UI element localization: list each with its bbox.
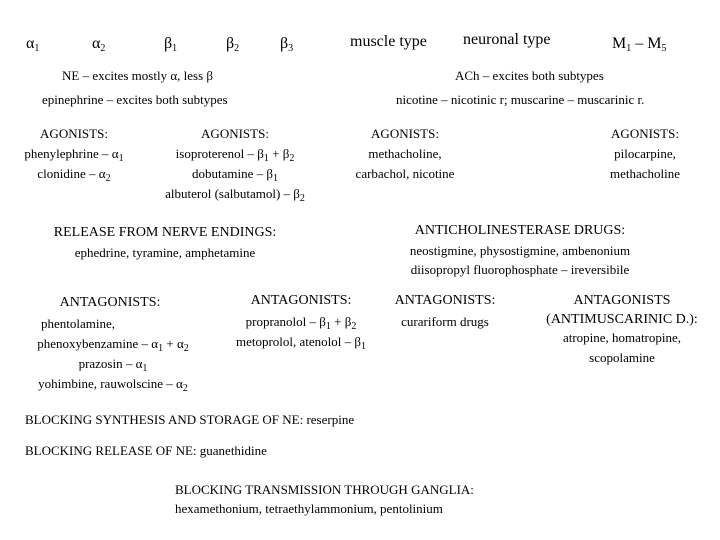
nicotinic-agonists-block: [330, 126, 480, 182]
release-block: [20, 224, 310, 261]
muscarinic-agonists-block: [580, 126, 710, 182]
blocking-release: BLOCKING RELEASE OF NE: guanethidine: [25, 443, 267, 458]
blocking-synthesis: BLOCKING SYNTHESIS AND STORAGE OF NE: reserpine: [25, 412, 355, 427]
beta-agonists-title: AGONISTS:: [201, 126, 269, 141]
anticholinesterase-block: [360, 222, 680, 278]
nicotinic-agonists-title: AGONISTS:: [371, 126, 439, 141]
nicotinic-agonist-line-1: methacholine,: [368, 146, 442, 161]
anticholinesterase-line-2: diisopropyl fluorophosphate – ireversibile: [410, 262, 630, 277]
beta-agonists-block: [150, 126, 320, 202]
beta-antagonist-line-1: propranolol – $\beta_1 + \beta_2$: [245, 314, 357, 332]
muscarinic-agonists-title: AGONISTS:: [611, 126, 679, 141]
alpha-antagonists-title: ANTAGONISTS:: [59, 295, 161, 310]
alpha1-header: $\alpha_1$: [26, 35, 40, 54]
muscarinic-antagonists-title: ANTAGONISTS: [573, 293, 671, 308]
alpha-antagonist-line-4: yohimbine, rauwolscine – $\alpha_2$: [38, 376, 188, 394]
ach-note: ACh – excites both subtypes: [455, 68, 604, 83]
alpha2-header: $\alpha_2$: [92, 35, 106, 54]
nicotine-note: nicotine – nicotinic r; muscarine – muscarinic r.: [396, 92, 645, 107]
anticholinesterase-line-1: neostigmine, physostigmine, ambenonium: [409, 243, 631, 258]
beta-agonist-line-1: isoproterenol – $\beta_1 + \beta_2$: [175, 146, 295, 164]
beta-agonist-line-3: albuterol (salbutamol) – $\beta_2$: [165, 186, 305, 204]
beta-agonist-line-2: dobutamine – $\beta_1$: [192, 166, 278, 184]
m-range-header: $M_1 - M_5$: [612, 35, 667, 54]
muscarinic-antagonist-line-1: atropine, homatropine,: [562, 330, 682, 345]
beta2-header: $\beta_2$: [226, 35, 240, 54]
muscarinic-agonist-line-2: methacholine: [609, 166, 681, 181]
beta-antagonists-title: ANTAGONISTS:: [250, 293, 352, 308]
muscarinic-antagonists-subtitle: (ANTIMUSCARINIC D.):: [546, 312, 698, 327]
alpha-antagonist-line-1: phentolamine,: [40, 316, 115, 331]
alpha-agonist-line-2: clonidine – $\alpha_2$: [37, 166, 111, 184]
nicotinic-antagonists-title: ANTAGONISTS:: [394, 293, 496, 308]
release-title: RELEASE FROM NERVE ENDINGS:: [53, 225, 277, 240]
nicotinic-agonist-line-2: carbachol, nicotine: [355, 166, 455, 181]
muscarinic-antagonist-line-2: scopolamine: [589, 350, 655, 365]
anticholinesterase-title: ANTICHOLINESTERASE DRUGS:: [414, 223, 626, 238]
blocking-ganglia-drugs: hexamethonium, tetraethylammonium, pentolinium: [175, 501, 443, 516]
muscarinic-antagonists-block: [532, 292, 712, 366]
alpha-antagonists-block: [8, 316, 218, 392]
muscarinic-agonist-line-1: pilocarpine,: [614, 146, 676, 161]
beta-antagonist-line-2: metoprolol, atenolol – $\beta_1$: [235, 334, 367, 352]
muscle-type-header: muscle type: [350, 33, 427, 50]
nicotinic-antagonists-block: [380, 292, 510, 330]
alpha-agonist-line-1: phenylephrine – $\alpha_1$: [24, 146, 124, 164]
alpha-agonists-block: [4, 126, 144, 182]
release-drugs: ephedrine, tyramine, amphetamine: [74, 245, 256, 260]
alpha-antagonist-line-2: phenoxybenzamine – $\alpha_1 + \alpha_2$: [37, 336, 189, 354]
ne-note: NE – excites mostly α, less β: [62, 68, 213, 83]
nicotinic-antagonist-line-1: curariform drugs: [401, 314, 489, 329]
neuronal-type-header: neuronal type: [463, 31, 551, 48]
alpha-agonists-title: AGONISTS:: [40, 126, 108, 141]
epinephrine-note: epinephrine – excites both subtypes: [42, 92, 228, 107]
blocking-ganglia-title: BLOCKING TRANSMISSION THROUGH GANGLIA:: [175, 482, 474, 497]
beta-antagonists-block: [212, 292, 390, 350]
alpha-antagonist-line-3: prazosin – $\alpha_1$: [78, 356, 148, 374]
beta3-header: $\beta_3$: [280, 35, 294, 54]
beta1-header: $\beta_1$: [164, 35, 178, 54]
